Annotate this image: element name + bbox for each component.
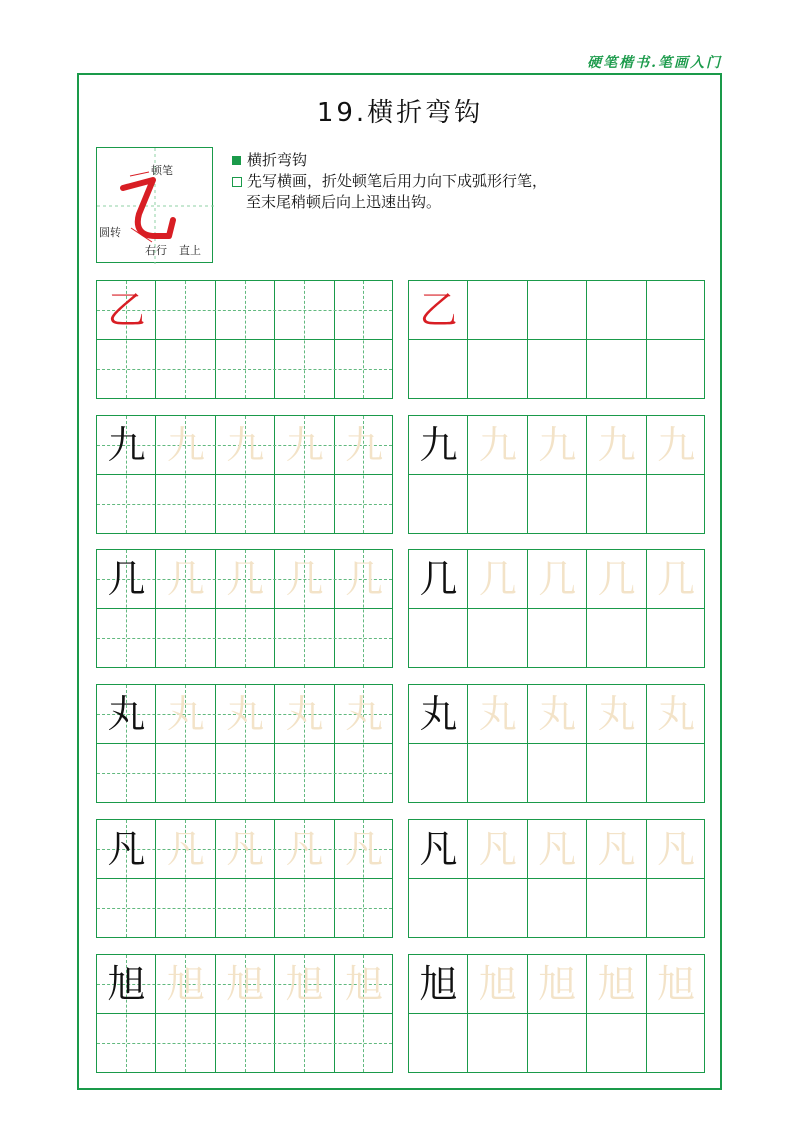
practice-grid-row-3-right xyxy=(408,549,705,668)
trace-character: 凡 xyxy=(657,827,696,871)
label-top: 顿笔 xyxy=(151,164,173,177)
stroke-description xyxy=(232,150,547,213)
trace-character: 九 xyxy=(538,423,577,467)
model-character: 旭 xyxy=(419,962,458,1006)
trace-character: 九 xyxy=(657,423,696,467)
grid-guide xyxy=(304,281,305,398)
grid-guide xyxy=(97,908,392,909)
trace-character: 旭 xyxy=(478,962,517,1006)
trace-character: 丸 xyxy=(285,692,324,736)
trace-character: 旭 xyxy=(657,962,696,1006)
trace-character: 凡 xyxy=(478,827,517,871)
trace-character: 几 xyxy=(597,557,636,601)
practice-grid-row-1-right xyxy=(408,280,705,399)
model-character: 乙 xyxy=(419,288,458,332)
grid-guide xyxy=(97,369,392,370)
model-character: 九 xyxy=(107,423,146,467)
label-bottom-right: 直上 xyxy=(179,244,201,257)
trace-character: 旭 xyxy=(166,962,205,1006)
grid-guide xyxy=(97,773,392,774)
trace-character: 几 xyxy=(478,557,517,601)
trace-character: 丸 xyxy=(597,692,636,736)
trace-character: 丸 xyxy=(166,692,205,736)
grid-guide xyxy=(363,281,364,398)
practice-grid-row-6-left xyxy=(96,954,393,1073)
trace-character: 旭 xyxy=(597,962,636,1006)
trace-character: 旭 xyxy=(285,962,324,1006)
trace-character: 几 xyxy=(226,557,265,601)
hollow-square-bullet xyxy=(232,177,242,187)
trace-character: 丸 xyxy=(657,692,696,736)
trace-character: 丸 xyxy=(226,692,265,736)
trace-character: 凡 xyxy=(597,827,636,871)
trace-character: 凡 xyxy=(285,827,324,871)
trace-character: 几 xyxy=(657,557,696,601)
header-note: 硬笔楷书.笔画入门 xyxy=(587,55,722,71)
trace-character: 九 xyxy=(597,423,636,467)
model-character: 丸 xyxy=(419,692,458,736)
label-bottom-left: 右行 xyxy=(145,244,167,257)
trace-character: 凡 xyxy=(226,827,265,871)
trace-character: 旭 xyxy=(226,962,265,1006)
grid-guide xyxy=(97,1043,392,1044)
practice-grid-row-4-right xyxy=(408,684,705,803)
practice-grid-row-1-left xyxy=(96,280,393,399)
trace-character: 凡 xyxy=(166,827,205,871)
trace-character: 丸 xyxy=(345,692,384,736)
grid-guide xyxy=(97,638,392,639)
practice-grid-row-4-left xyxy=(96,684,393,803)
grid-guide xyxy=(185,281,186,398)
trace-character: 九 xyxy=(166,423,205,467)
practice-grid-row-5-left xyxy=(96,819,393,938)
model-character: 凡 xyxy=(107,827,146,871)
description-line-1: 先写横画，折处顿笔后用力向下成弧形行笔， xyxy=(247,172,548,190)
trace-character: 九 xyxy=(285,423,324,467)
model-character: 凡 xyxy=(419,827,458,871)
model-character: 乙 xyxy=(107,288,146,332)
practice-grid-row-5-right xyxy=(408,819,705,938)
trace-character: 几 xyxy=(538,557,577,601)
grid-guide xyxy=(245,281,246,398)
model-character: 丸 xyxy=(107,692,146,736)
trace-character: 旭 xyxy=(538,962,577,1006)
practice-grid-row-6-right xyxy=(408,954,705,1073)
trace-character: 丸 xyxy=(538,692,577,736)
trace-character: 几 xyxy=(285,557,324,601)
trace-character: 九 xyxy=(226,423,265,467)
trace-character: 凡 xyxy=(345,827,384,871)
practice-grid-row-2-right xyxy=(408,415,705,534)
trace-character: 几 xyxy=(345,557,384,601)
green-square-bullet xyxy=(232,156,241,165)
trace-character: 凡 xyxy=(538,827,577,871)
practice-grid-row-3-left xyxy=(96,549,393,668)
description-line-2: 至末尾稍顿后向上迅速出钩。 xyxy=(246,193,442,211)
model-character: 几 xyxy=(419,557,458,601)
description-heading: 横折弯钩 xyxy=(247,151,308,169)
model-character: 九 xyxy=(419,423,458,467)
page-title: 19.横折弯钩 xyxy=(316,98,484,128)
grid-guide xyxy=(97,504,392,505)
trace-character: 丸 xyxy=(478,692,517,736)
model-character: 几 xyxy=(107,557,146,601)
practice-grid-row-2-left xyxy=(96,415,393,534)
trace-character: 九 xyxy=(345,423,384,467)
trace-character: 旭 xyxy=(345,962,384,1006)
stroke-demo-box xyxy=(96,147,213,263)
model-character: 旭 xyxy=(107,962,146,1006)
label-left: 圆转 xyxy=(99,226,121,239)
trace-character: 九 xyxy=(478,423,517,467)
trace-character: 几 xyxy=(166,557,205,601)
